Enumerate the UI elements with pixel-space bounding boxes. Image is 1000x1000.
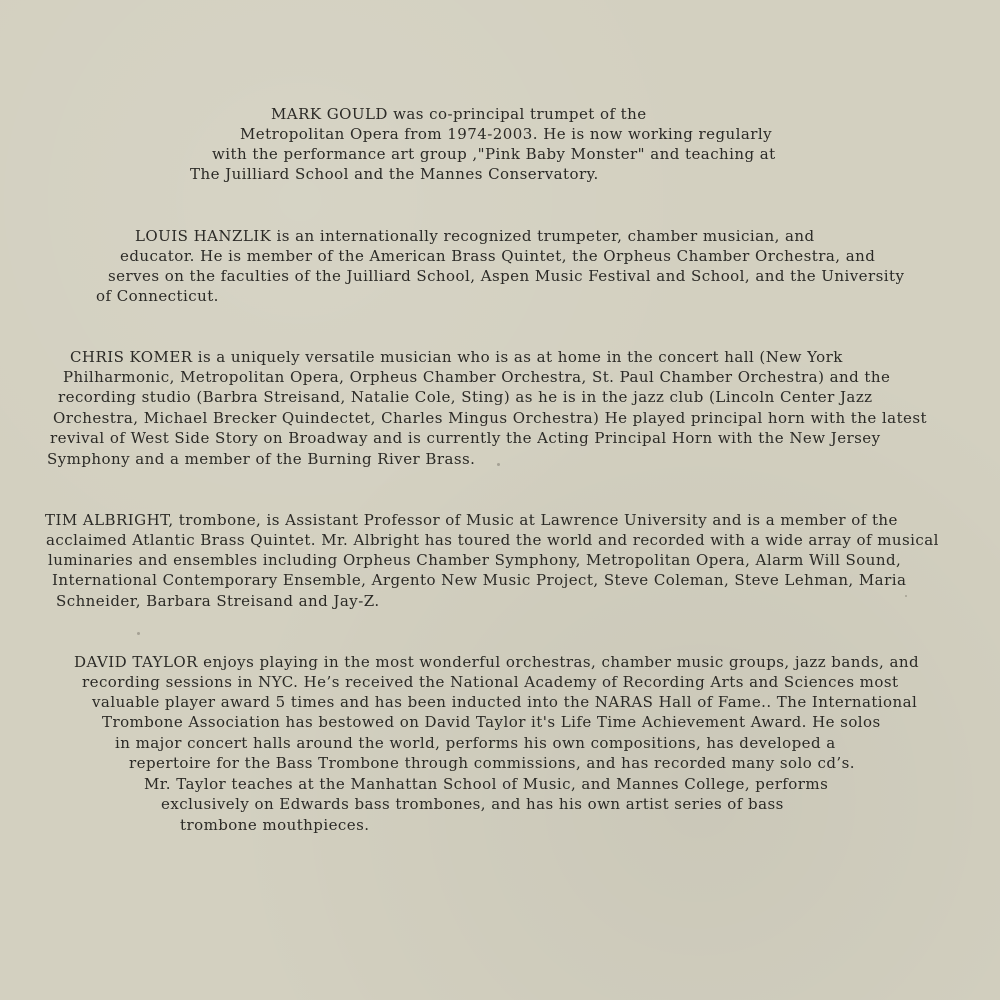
- bio-line: International Contemporary Ensemble, Argento New Music Project, Steve Coleman, Steve Lehman, Maria: [52, 571, 907, 589]
- bio-line: luminaries and ensembles including Orpheus Chamber Symphony, Metropolitan Opera, Alarm Will Sound,: [48, 551, 902, 569]
- bio-line: revival of West Side Story on Broadway and is currently the Acting Principal Horn with the New Jersey: [50, 429, 881, 447]
- bio-line: of Connecticut.: [96, 287, 219, 305]
- bio-line: trombone mouthpieces.: [180, 816, 370, 834]
- bio-line: Metropolitan Opera from 1974-2003. He is now working regularly: [240, 125, 773, 143]
- bio-line: exclusively on Edwards bass trombones, and has his own artist series of bass: [161, 795, 784, 813]
- bio-line: recording sessions in NYC. He’s received the National Academy of Recording Arts and Sciences most: [82, 673, 899, 691]
- paper-speck: [497, 463, 500, 466]
- bio-line: LOUIS HANZLIK is an internationally recognized trumpeter, chamber musician, and: [135, 227, 815, 245]
- bio-line: with the performance art group ,"Pink Baby Monster" and teaching at: [212, 145, 776, 163]
- bio-line: DAVID TAYLOR enjoys playing in the most wonderful orchestras, chamber music groups, jazz bands, and: [74, 653, 920, 671]
- bio-line: Orchestra, Michael Brecker Quindectet, Charles Mingus Orchestra) He played principal horn with the latest: [53, 409, 927, 427]
- paper-speck: [905, 595, 907, 597]
- bio-line: valuable player award 5 times and has been inducted into the NARAS Hall of Fame.. The International: [92, 693, 918, 711]
- bio-line: serves on the faculties of the Juilliard School, Aspen Music Festival and School, and the University: [108, 267, 905, 285]
- paper-speck: [137, 632, 140, 635]
- bio-line: TIM ALBRIGHT, trombone, is Assistant Professor of Music at Lawrence University and is a member of the: [45, 511, 898, 529]
- bio-line: The Juilliard School and the Mannes Conservatory.: [190, 165, 599, 183]
- bio-line: educator. He is member of the American Brass Quintet, the Orpheus Chamber Orchestra, and: [120, 247, 876, 265]
- bio-line: in major concert halls around the world, performs his own compositions, has developed a: [115, 734, 836, 752]
- bio-line: Mr. Taylor teaches at the Manhattan School of Music, and Mannes College, performs: [144, 775, 829, 793]
- bio-line: Philharmonic, Metropolitan Opera, Orpheus Chamber Orchestra, St. Paul Chamber Orchestra) and the: [63, 368, 891, 386]
- bio-line: MARK GOULD was co-principal trumpet of the: [271, 105, 647, 123]
- bio-line: Trombone Association has bestowed on David Taylor it's Life Time Achievement Award. He solos: [102, 713, 881, 731]
- bio-line: acclaimed Atlantic Brass Quintet. Mr. Albright has toured the world and recorded with a wide array of musical: [46, 531, 939, 549]
- bio-line: Symphony and a member of the Burning River Brass.: [47, 450, 476, 468]
- bio-line: Schneider, Barbara Streisand and Jay-Z.: [56, 592, 380, 610]
- bio-line: recording studio (Barbra Streisand, Natalie Cole, Sting) as he is in the jazz club (Lincoln Center Jazz: [58, 388, 873, 406]
- bio-line: CHRIS KOMER is a uniquely versatile musician who is as at home in the concert hall (New York: [70, 348, 843, 366]
- bio-line: repertoire for the Bass Trombone through commissions, and has recorded many solo cd’s.: [129, 754, 855, 772]
